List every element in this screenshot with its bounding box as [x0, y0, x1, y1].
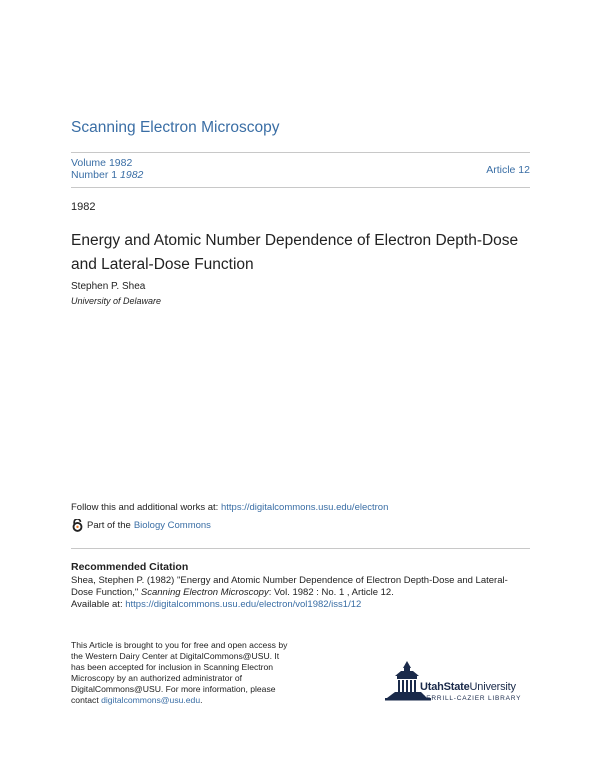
- citation-url-link[interactable]: https://digitalcommons.usu.edu/electron/vol1982/iss1/12: [125, 599, 362, 610]
- access-line: Microscopy by an authorized administrator of: [71, 673, 242, 683]
- recommended-citation-body: [71, 575, 536, 611]
- journal-title[interactable]: Scanning Electron Microscopy: [71, 119, 280, 136]
- access-line: the Western Dairy Center at DigitalCommons@USU. It: [71, 651, 280, 661]
- publication-year: 1982: [71, 201, 96, 213]
- part-of-prefix: Part of the: [87, 520, 131, 531]
- access-line: contact digitalcommons@usu.edu.: [71, 695, 203, 705]
- citation-line: Shea, Stephen P. (1982) "Energy and Atomic Number Dependence of Electron Depth-Dose and Lateral-: [71, 575, 508, 586]
- volume-label: Volume 1982: [71, 157, 133, 169]
- article-title: [71, 229, 541, 277]
- divider: [71, 152, 530, 153]
- divider: [71, 187, 530, 188]
- citation-available: Available at: https://digitalcommons.usu.edu/electron/vol1982/iss1/12: [71, 599, 362, 610]
- access-statement: [71, 640, 311, 706]
- follow-url-link[interactable]: https://digitalcommons.usu.edu/electron: [220, 502, 389, 513]
- follow-prefix: Follow this and additional works at:: [71, 502, 219, 513]
- follow-line: [71, 502, 388, 513]
- biology-commons-link[interactable]: Biology Commons: [133, 520, 211, 531]
- author-affiliation: University of Delaware: [71, 296, 162, 306]
- title-line: and Lateral-Dose Function: [71, 256, 254, 273]
- access-line: has been accepted for inclusion in Scanning Electron: [71, 662, 274, 672]
- divider: [71, 548, 530, 549]
- author-name: Stephen P. Shea: [71, 281, 146, 292]
- recommended-citation-heading: Recommended Citation: [71, 561, 189, 573]
- title-line: Energy and Atomic Number Dependence of Electron Depth-Dose: [71, 232, 519, 249]
- logo-text: UtahStateUniversity: [420, 681, 516, 693]
- part-of-line: [71, 519, 211, 532]
- article-number-link[interactable]: Article 12: [486, 164, 530, 176]
- open-access-icon: [71, 519, 84, 532]
- contact-email-link[interactable]: digitalcommons@usu.edu: [101, 695, 201, 705]
- number-label: Number 1 1982: [71, 169, 144, 181]
- citation-line: Dose Function," Scanning Electron Microscopy: Vol. 1982 : No. 1 , Article 12.: [71, 587, 394, 598]
- access-line: DigitalCommons@USU. For more information, please: [71, 684, 276, 694]
- volume-info[interactable]: [71, 157, 143, 181]
- logo-subtext: MERRILL-CAZIER LIBRARY: [420, 695, 522, 702]
- access-line: This Article is brought to you for free and open access by: [71, 640, 288, 650]
